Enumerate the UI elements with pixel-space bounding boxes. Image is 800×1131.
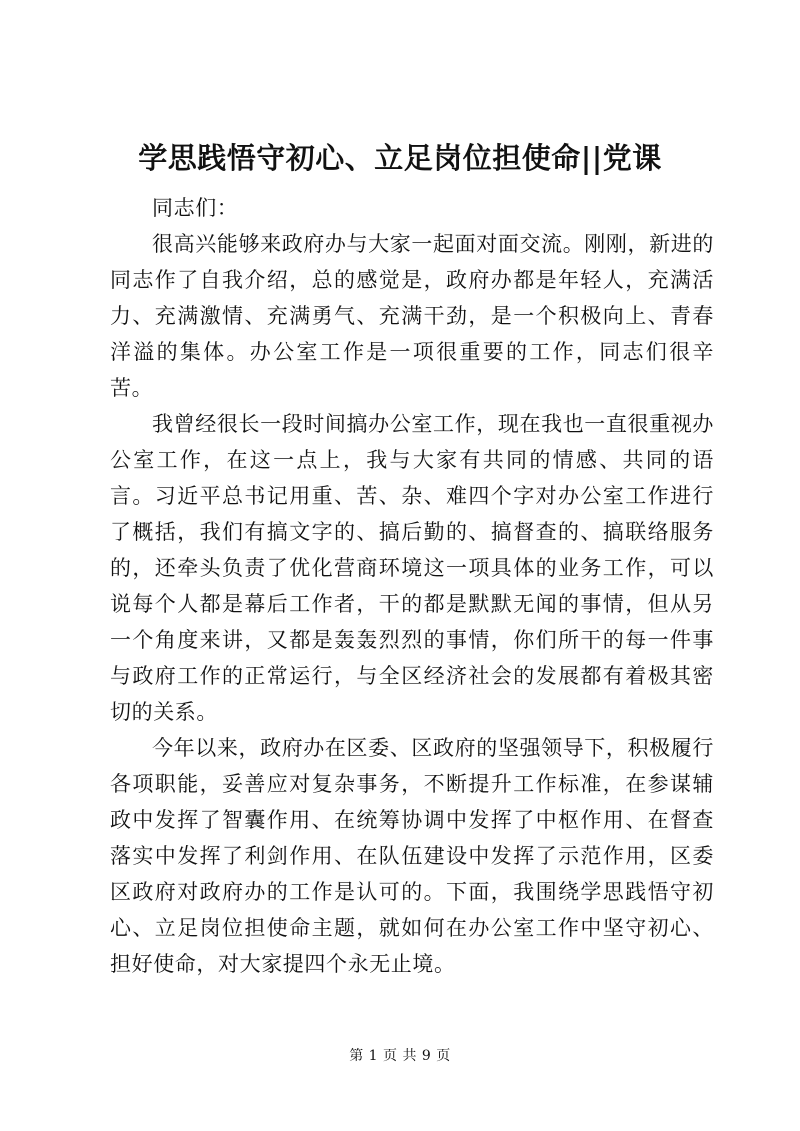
paragraph-2: 我曾经很长一段时间搞办公室工作，现在我也一直很重视办公室工作，在这一点上，我与大家有共同的情感、共同的语言。习近平总书记用重、苦、杂、难四个字对办公室工作进行了概括，我们有搞文字的、搞后勤的、搞督查的、搞联络服务的，还牵头负责了优化营商环境这一项具体的业务工作，可以说每个人都是幕后工作者，干的都是默默无闻的事情，但从另一个角度来讲，又都是轰轰烈烈的事情，你们所干的每一件事与政府工作的正常运行，与全区经济社会的发展都有着极其密切的关系。: [110, 412, 714, 724]
greeting: 同志们：: [152, 196, 239, 220]
document-body: [110, 190, 714, 982]
document-title: 学思践悟守初心、立足岗位担使命||党课: [138, 141, 662, 175]
paragraph-3: 今年以来，政府办在区委、区政府的坚强领导下，积极履行各项职能，妥善应对复杂事务，不断提升工作标准，在参谋辅政中发挥了智囊作用、在统筹协调中发挥了中枢作用、在督查落实中发挥了利剑作用、在队伍建设中发挥了示范作用，区委区政府对政府办的工作是认可的。下面，我围绕学思践悟守初心、立足岗位担使命主题，就如何在办公室工作中坚守初心、担好使命，对大家提四个永无止境。: [110, 736, 714, 976]
paragraph-1: 很高兴能够来政府办与大家一起面对面交流。刚刚，新进的同志作了自我介绍，总的感觉是，政府办都是年轻人，充满活力、充满激情、充满勇气、充满干劲，是一个积极向上、青春洋溢的集体。办公室工作是一项很重要的工作，同志们很辛苦。: [110, 232, 714, 400]
page-footer: [0, 1046, 800, 1066]
page-number: 第 1 页 共 9 页: [349, 1048, 451, 1064]
